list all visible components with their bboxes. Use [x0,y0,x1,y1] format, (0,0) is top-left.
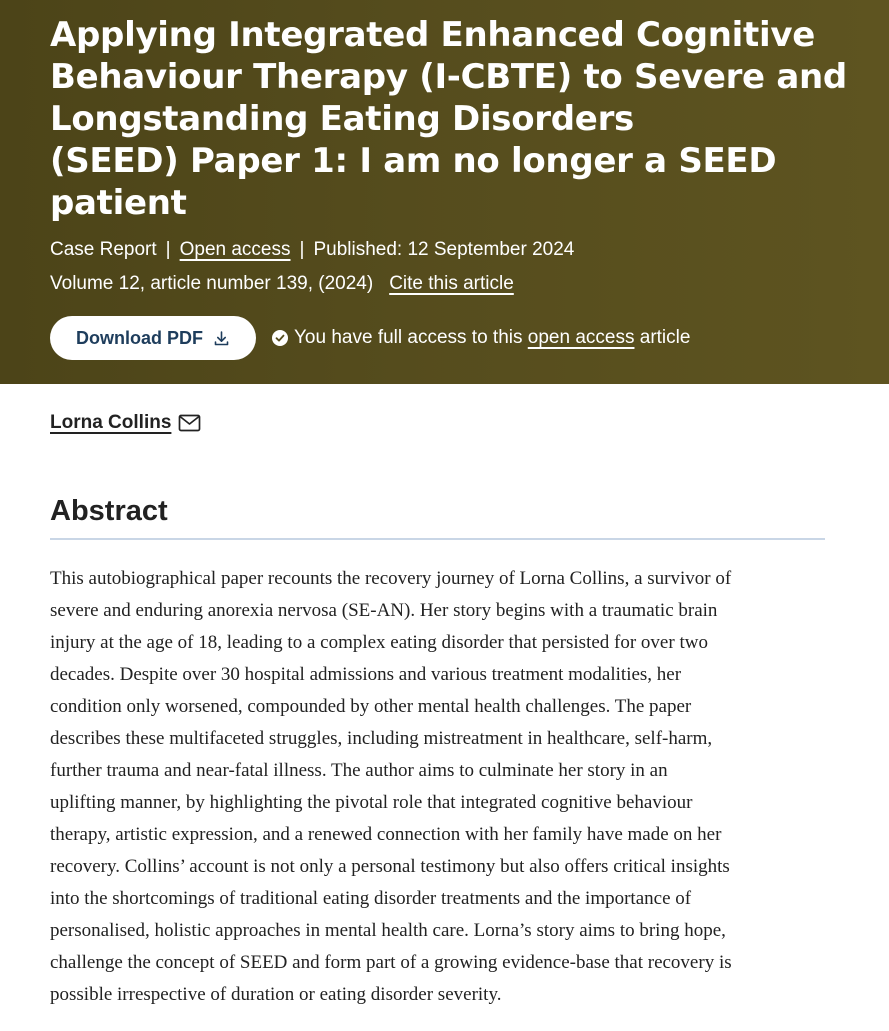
volume-info: Volume 12, article number 139, (2024) [50,273,374,294]
abstract-heading: Abstract [50,495,168,527]
article-meta-row [50,238,574,262]
abstract-text: This autobiographical paper recounts the recovery journey of Lorna Collins, a survivor of severe and enduring anorexia nervosa (SE-AN). Her story begins with a traumatic brain injury at the age of 18, leading to a complex eating disorder that persisted for over two decades. Despite over 30 hospital admissions and various treatment modalities, her condition only worsened, compounded by other mental health challenges. The paper describes these multifaceted struggles, including mistreatment in healthcare, self-harm, further trauma and near-fatal illness. The author aims to culminate her story in an uplifting manner, by highlighting the pivotal role that integrated cognitive behaviour therapy, artistic expression, and a renewed connection with her family have made on her recovery. Collins’ account is not only a personal testimony but also offers critical insights into the shortcomings of traditional eating disorder treatments and the importance of personalised, holistic approaches in mental health care. Lorna’s story aims to bring hope, challenge the concept of SEED and form part of a growing evidence-base that recovery is possible irrespective of duration or eating disorder severity. [50,568,732,1005]
open-access-link[interactable]: Open access [179,239,291,260]
mail-icon[interactable] [178,414,201,432]
abstract-divider [50,538,825,540]
article-type: Case Report [50,239,157,260]
access-open-access-link[interactable]: open access [527,327,635,348]
download-pdf-label: Download PDF [76,327,203,348]
citation-row [50,272,514,296]
article-title: Applying Integrated Enhanced Cognitive Behaviour Therapy (I-CBTE) to Severe and Longstanding Eating Disorders (SEED) Paper 1: I am no longer a SEED patient [50,15,847,223]
meta-separator: | [165,239,171,260]
author-name-link[interactable]: Lorna Collins [50,412,172,433]
published-date: Published: 12 September 2024 [313,239,575,260]
cite-article-link[interactable]: Cite this article [389,273,514,294]
article-header [0,0,889,384]
access-text-prefix: You have full access to this [294,327,523,348]
author-row [50,411,201,435]
meta-separator: | [299,239,305,260]
download-pdf-button[interactable] [50,316,256,360]
access-notice [272,326,690,350]
access-text-suffix: article [639,327,691,348]
check-circle-icon [272,330,288,346]
download-icon [213,330,230,347]
